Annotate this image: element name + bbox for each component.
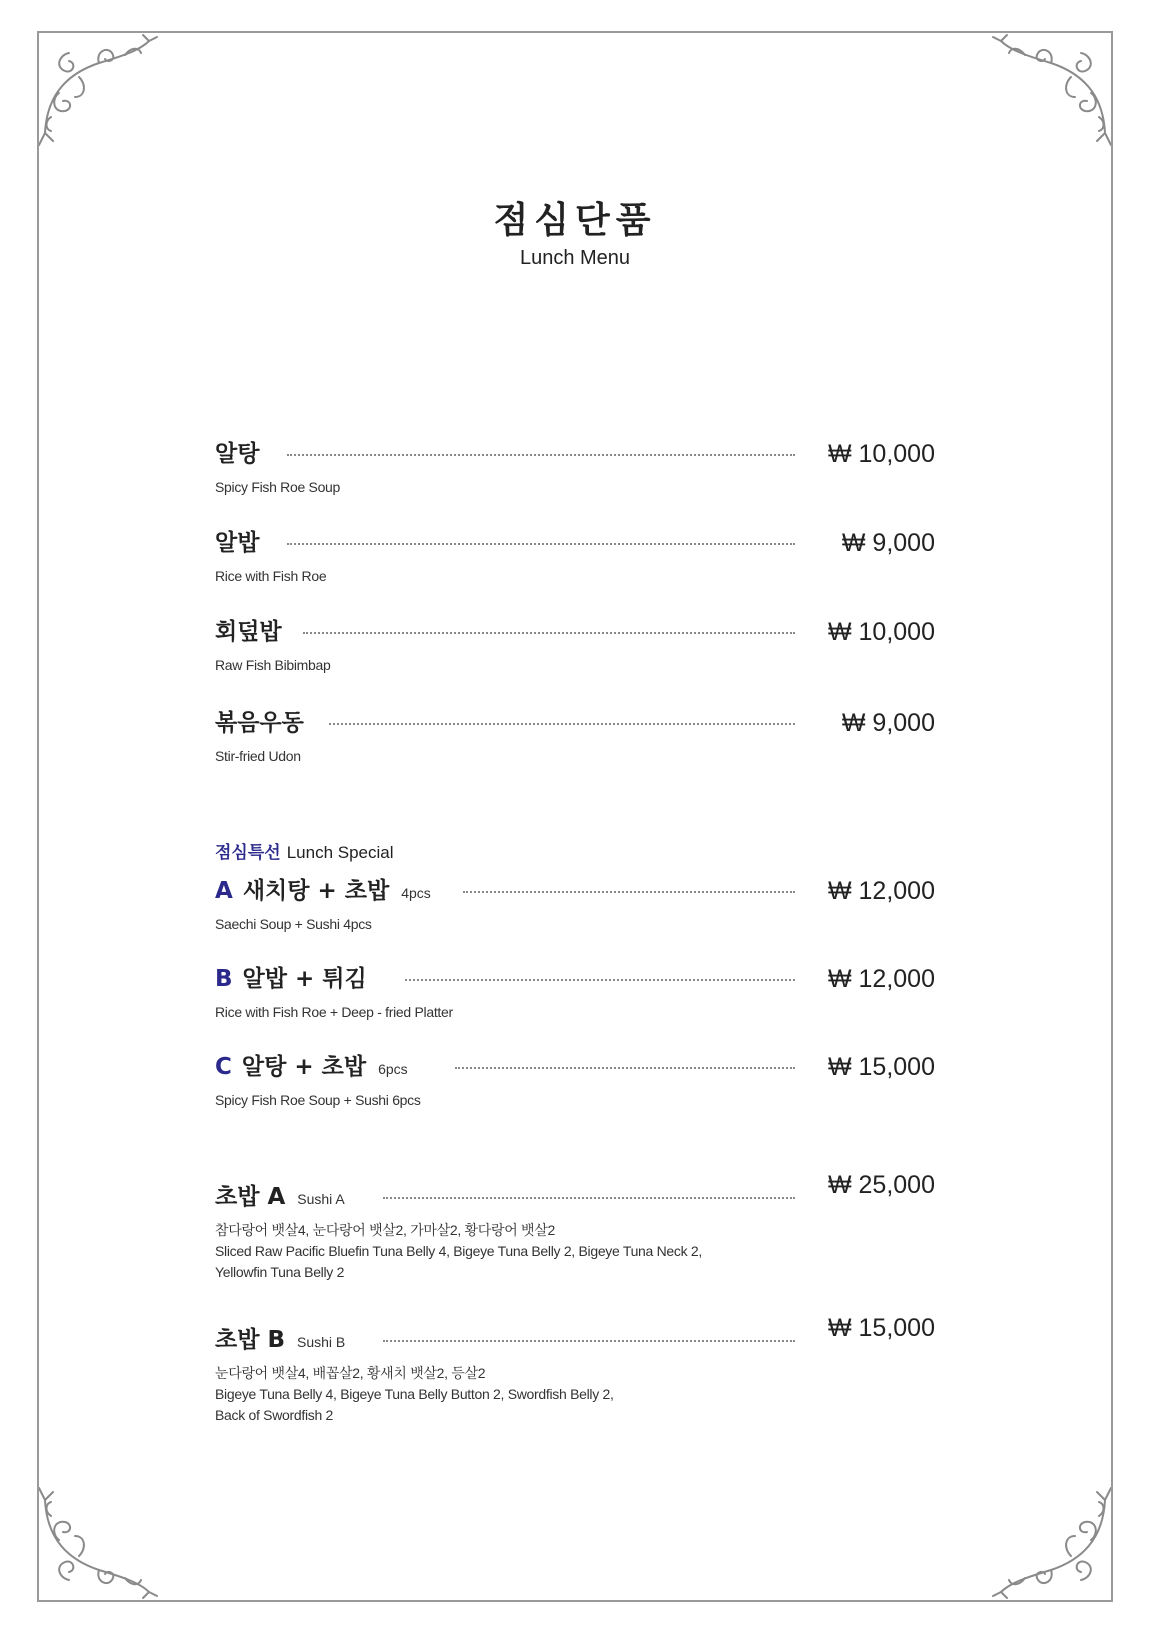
menu-item — [215, 526, 935, 587]
item-english: Saechi Soup + Sushi 4pcs — [215, 916, 372, 932]
item-english: Spicy Fish Roe Soup + Sushi 6pcs — [215, 1092, 421, 1108]
menu-item — [215, 706, 935, 767]
item-name: 알탕 — [215, 441, 260, 467]
dotted-leader — [405, 979, 795, 981]
item-korean-detail: 눈다랑어 뱃살4, 배꼽살2, 황새치 뱃살2, 등살2 — [215, 1365, 486, 1381]
dotted-leader — [383, 1197, 795, 1199]
item-price: ₩ 12,000 — [827, 965, 935, 993]
title-korean: 점심단품 — [493, 200, 657, 241]
corner-ornament-bottom-right — [991, 1480, 1111, 1600]
corner-ornament-top-left — [39, 33, 159, 153]
item-name: B 알밥 + 튀김 — [215, 966, 367, 992]
special-item — [215, 1050, 935, 1111]
item-price: ₩ 9,000 — [841, 529, 935, 557]
special-heading-english: Lunch Special — [286, 843, 394, 862]
corner-ornament-top-right — [991, 33, 1111, 153]
item-name: A 새치탕 + 초밥 4pcs — [215, 878, 431, 904]
set-letter: A — [215, 878, 233, 904]
item-english: Spicy Fish Roe Soup — [215, 479, 341, 495]
item-name: 초밥 A Sushi A — [215, 1184, 345, 1210]
item-price: ₩ 15,000 — [827, 1053, 935, 1081]
dotted-leader — [383, 1340, 795, 1342]
dotted-leader — [303, 632, 795, 634]
item-name: C 알탕 + 초밥 6pcs — [215, 1054, 408, 1080]
special-item — [215, 874, 935, 935]
dotted-leader — [287, 543, 795, 545]
item-name: 볶음우동 — [215, 710, 304, 736]
item-price: ₩ 15,000 — [827, 1314, 935, 1342]
item-price: ₩ 10,000 — [827, 618, 935, 646]
menu-item — [215, 615, 935, 676]
item-name: 회덮밥 — [215, 619, 282, 645]
lunch-special-heading — [215, 838, 394, 863]
item-english-cont: Back of Swordfish 2 — [215, 1407, 334, 1423]
item-english: Rice with Fish Roe + Deep - fried Platter — [215, 1004, 453, 1020]
title-english: Lunch Menu — [519, 247, 631, 269]
corner-ornament-bottom-left — [39, 1480, 159, 1600]
menu-title — [0, 192, 1150, 270]
dotted-leader — [329, 723, 795, 725]
item-note: 6pcs — [378, 1061, 408, 1077]
item-price: ₩ 25,000 — [827, 1171, 935, 1199]
item-note: Sushi B — [296, 1334, 346, 1350]
sushi-item — [215, 1314, 935, 1426]
dotted-leader — [287, 454, 795, 456]
sushi-item — [215, 1171, 935, 1283]
item-price: ₩ 12,000 — [827, 877, 935, 905]
item-note: 4pcs — [401, 885, 431, 901]
item-name: 초밥 B Sushi B — [215, 1327, 346, 1353]
item-english: Bigeye Tuna Belly 4, Bigeye Tuna Belly Button 2, Swordfish Belly 2, — [215, 1386, 614, 1402]
item-english: Stir-fried Udon — [215, 748, 301, 764]
dotted-leader — [463, 891, 795, 893]
set-letter: C — [215, 1054, 232, 1080]
item-english: Sliced Raw Pacific Bluefin Tuna Belly 4, Bigeye Tuna Belly 2, Bigeye Tuna Neck 2, — [215, 1243, 702, 1259]
set-letter: B — [215, 966, 233, 992]
special-heading-korean: 점심특선 — [215, 843, 281, 863]
item-english: Rice with Fish Roe — [215, 568, 327, 584]
special-item — [215, 962, 935, 1023]
item-note: Sushi A — [297, 1191, 345, 1207]
item-name: 알밥 — [215, 530, 260, 556]
item-english-cont: Yellowfin Tuna Belly 2 — [215, 1264, 345, 1280]
item-english: Raw Fish Bibimbap — [215, 657, 331, 673]
dotted-leader — [455, 1067, 795, 1069]
item-korean-detail: 참다랑어 뱃살4, 눈다랑어 뱃살2, 가마살2, 황다랑어 뱃살2 — [215, 1222, 555, 1238]
menu-item — [215, 437, 935, 498]
item-price: ₩ 9,000 — [841, 709, 935, 737]
item-price: ₩ 10,000 — [827, 440, 935, 468]
